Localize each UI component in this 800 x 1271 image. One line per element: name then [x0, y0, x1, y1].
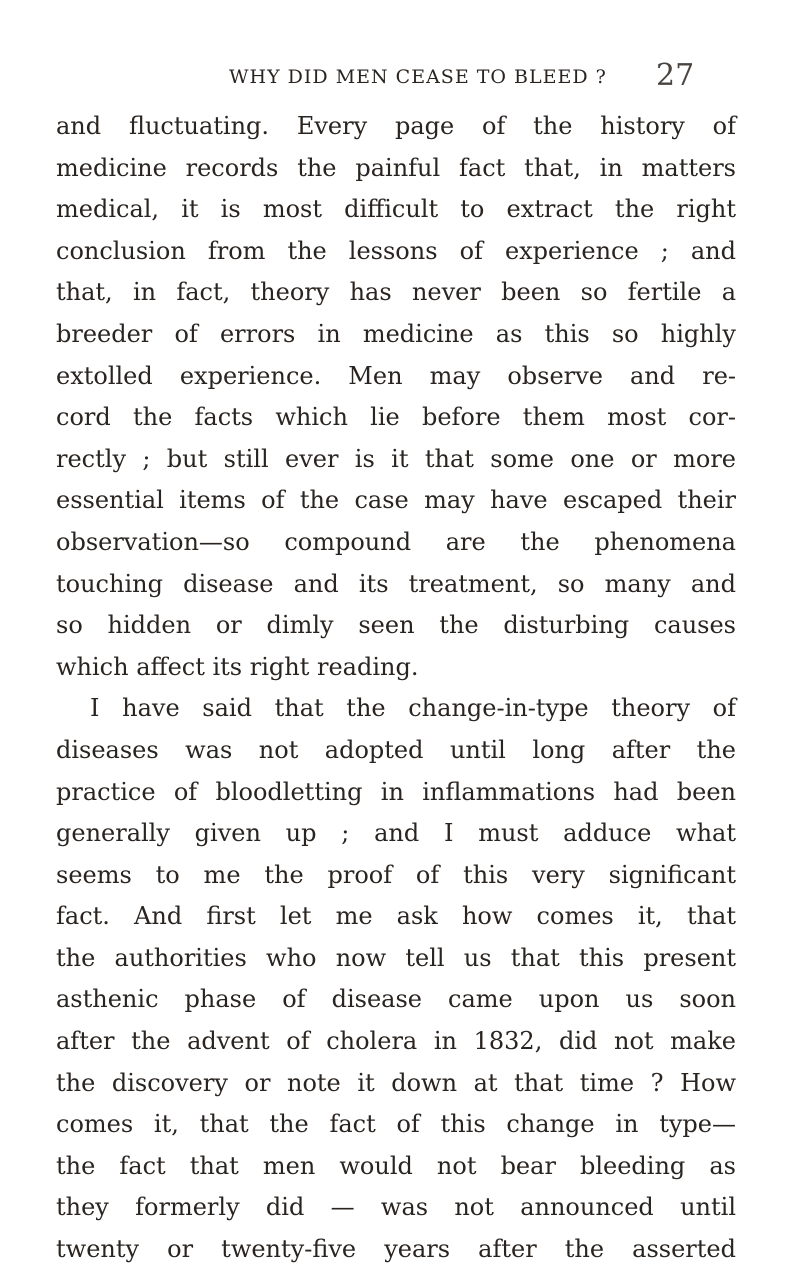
- text-line: generally given up ; and I must adduce what: [56, 819, 736, 848]
- paragraph-start-line: I have said that the change-in-type theory of: [90, 694, 736, 723]
- page-number: 27: [656, 58, 695, 93]
- text-line: essential items of the case may have escaped their: [56, 486, 736, 515]
- running-head: [0, 58, 800, 98]
- text-line: medical, it is most difficult to extract the right: [56, 195, 736, 224]
- running-title: WHY DID MEN CEASE TO BLEED ?: [229, 66, 607, 88]
- text-line: after the advent of cholera in 1832, did not make: [56, 1027, 736, 1056]
- text-line: the fact that men would not bear bleeding as: [56, 1151, 736, 1180]
- text-line: extolled experience. Men may observe and re-: [56, 361, 736, 390]
- text-line: that, in fact, theory has never been so fertile a: [56, 278, 736, 307]
- text-line: seems to me the proof of this very significant: [56, 860, 736, 889]
- text-line: the discovery or note it down at that time ? How: [56, 1068, 736, 1097]
- text-line: touching disease and its treatment, so many and: [56, 569, 736, 598]
- text-line: diseases was not adopted until long after the: [56, 735, 736, 764]
- text-line: practice of bloodletting in inflammations had been: [56, 777, 736, 806]
- text-line: rectly ; but still ever is it that some one or more: [56, 444, 736, 473]
- text-line: so hidden or dimly seen the disturbing causes: [56, 611, 736, 640]
- paragraph-end-line: which affect its right reading.: [56, 652, 419, 681]
- page-body: [56, 106, 736, 1271]
- text-line: fact. And first let me ask how comes it, that: [56, 902, 736, 931]
- text-line: breeder of errors in medicine as this so highly: [56, 319, 736, 348]
- text-line: observation—so compound are the phenomena: [56, 527, 736, 556]
- text-line: comes it, that the fact of this change in type—: [56, 1110, 736, 1139]
- text-line: cord the facts which lie before them most cor-: [56, 403, 736, 432]
- text-line: conclusion from the lessons of experience ; and: [56, 236, 736, 265]
- text-line: asthenic phase of disease came upon us soon: [56, 985, 736, 1014]
- text-line: and fluctuating. Every page of the history of: [56, 112, 736, 140]
- text-line: the authorities who now tell us that this present: [56, 943, 736, 972]
- text-line: medicine records the painful fact that, in matters: [56, 153, 736, 182]
- text-line: twenty or twenty-five years after the asserted: [56, 1235, 736, 1264]
- text-line: they formerly did — was not announced until: [56, 1193, 736, 1222]
